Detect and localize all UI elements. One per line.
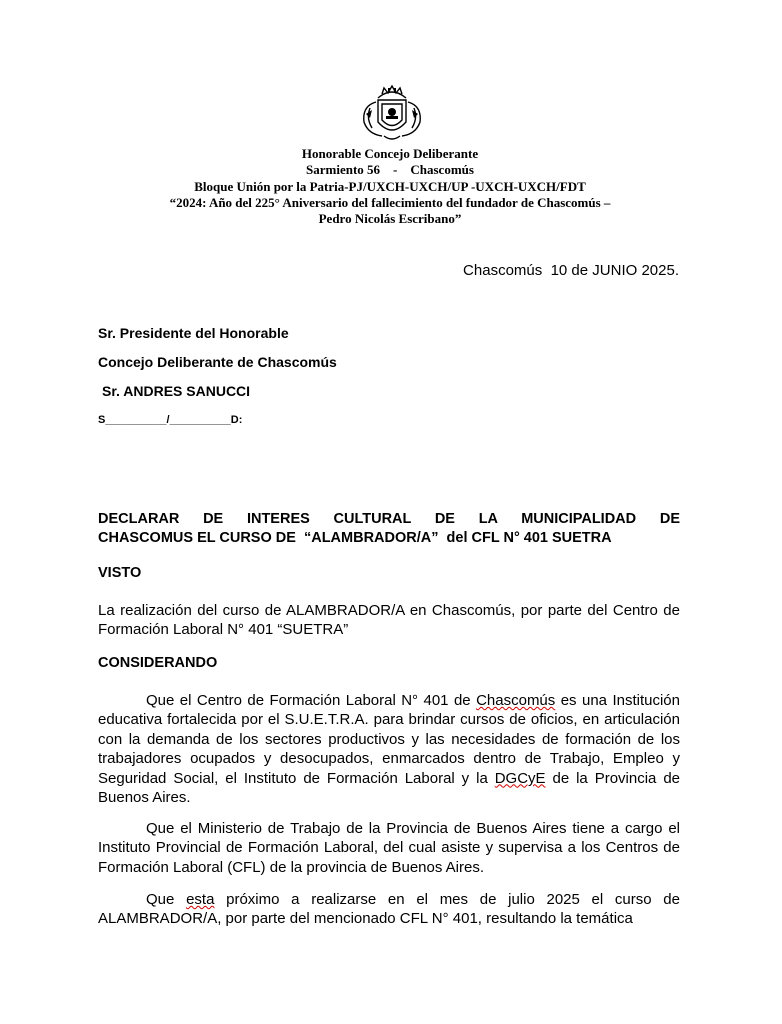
title-line-2: CHASCOMUS EL CURSO DE “ALAMBRADOR/A” del CFL N° 401 SUETRA	[98, 530, 612, 546]
header-address: Sarmiento 56 - Chascomús	[306, 162, 474, 177]
visto-paragraph: La realización del curso de ALAMBRADOR/A en Chascomús, por parte del Centro de Formación Laboral N° 401 “SUETRA”	[98, 602, 680, 639]
document-title	[98, 510, 680, 548]
paragraph-text: próximo a realizarse en el mes de julio 2025 el curso de ALAMBRADOR/A, por parte del mencionado CFL N° 401, resultando la temática	[98, 891, 680, 928]
addressee-name: Sr. ANDRES SANUCCI	[102, 383, 251, 399]
addressee-line-1: Sr. Presidente del Honorable	[98, 325, 289, 341]
paragraph-text: Que	[146, 891, 187, 908]
visto-heading: VISTO	[98, 565, 142, 581]
spellcheck-word: Chascomús	[476, 692, 556, 709]
municipal-crest-logo	[358, 84, 426, 144]
considerando-paragraph-3	[98, 890, 680, 929]
considerando-paragraph-2: Que el Ministerio de Trabajo de la Provincia de Buenos Aires tiene a cargo el Instituto Provincial de Formación Laboral, del cual asiste y supervisa a los Centros de Formación Laboral (CFL) de la provincia de Buenos Aires.	[98, 820, 680, 876]
header-bloc: Bloque Unión por la Patria-PJ/UXCH-UXCH/UP -UXCH-UXCH/FDT	[194, 179, 586, 194]
paragraph-text: es una Institución educativa fortalecida por el S.U.E.T.R.A. para brindar cursos de oficios, en articulación con la demanda de los sectores productivos y las necesidades de formación de los trabajadores ocupados y desocupados, enmarcados dentro de Trabajo, Empleo y Seguridad Social, el Instituto de Formación Laboral y la	[98, 692, 680, 787]
title-line-1: DECLARAR DE INTERES CULTURAL DE LA MUNICIPALIDAD DE	[98, 511, 680, 527]
considerando-paragraph-1	[98, 691, 680, 807]
spellcheck-word: esta	[186, 891, 215, 908]
addressee-line-2: Concejo Deliberante de Chascomús	[98, 354, 337, 370]
spellcheck-word: DGCyE	[494, 769, 546, 787]
header-year-motto: “2024: Año del 225° Aniversario del fallecimiento del fundador de Chascomús –	[169, 195, 611, 210]
salutation-sd: S__________/__________D:	[98, 414, 243, 426]
paragraph-text: de la Provincia de Buenos Aires.	[98, 769, 681, 807]
document-date: Chascomús 10 de JUNIO 2025.	[463, 262, 679, 279]
header-institution: Honorable Concejo Deliberante	[301, 146, 479, 161]
considerando-heading: CONSIDERANDO	[98, 655, 218, 671]
paragraph-text: Que el Centro de Formación Laboral N° 401 de	[146, 692, 477, 709]
header-year-motto-cont: Pedro Nicolás Escribano”	[318, 211, 462, 226]
